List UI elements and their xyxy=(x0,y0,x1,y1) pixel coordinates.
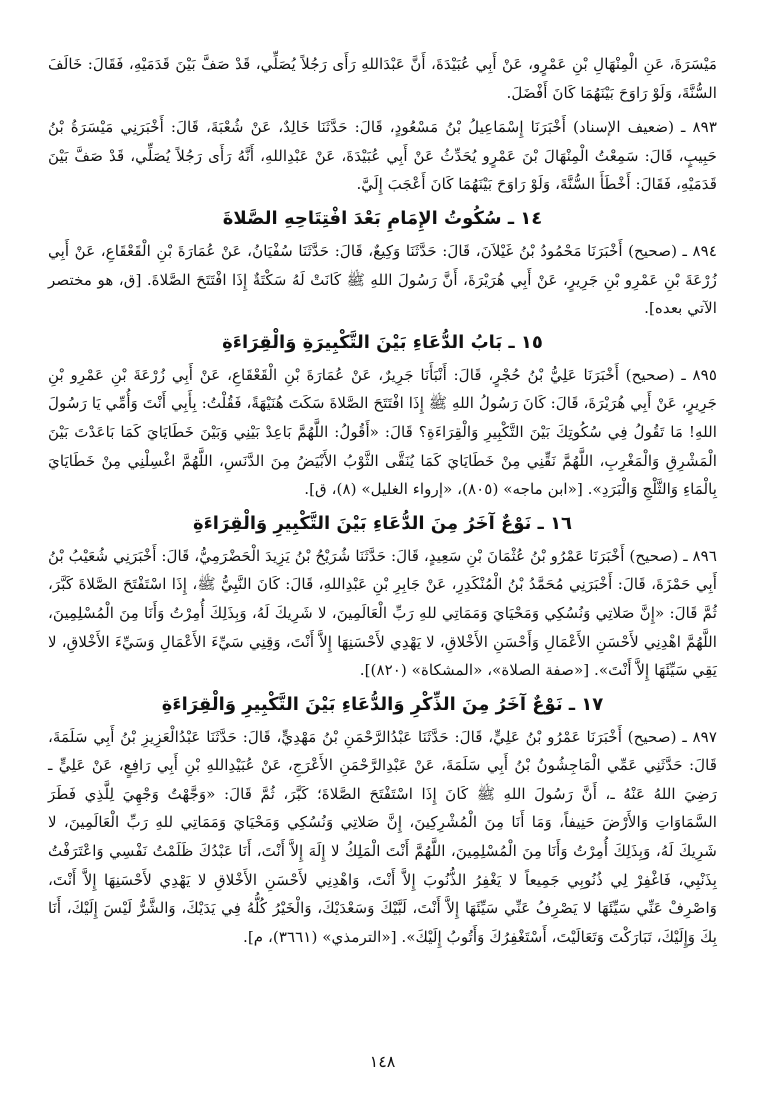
chapter-heading-17: ١٧ ـ نَوْعٌ آخَرُ مِنَ الذِّكْرِ وَالدُّعَاءِ بَيْنَ التَّكْبِيرِ وَالْقِرَاءَةِ xyxy=(161,693,604,715)
chapter-heading-16: ١٦ ـ نَوْعٌ آخَرُ مِنَ الدُّعَاءِ بَيْنَ التَّكْبِيرِ وَالْقِرَاءَةِ xyxy=(192,512,573,534)
hadith-893: ٨٩٣ ـ (ضعيف الإسناد) أَخْبَرَنَا إِسْمَاعِيلُ بْنُ مَسْعُودٍ، قَالَ: حَدَّثَنَا خَالِدٌ، عَنْ شُعْبَةَ، قَالَ: أَخْبَرَنِي مَيْسَرَةُ بْنُ حَبِيبٍ، قَالَ: سَمِعْتُ الْمِنْهَالَ بْنَ عَمْرٍو يُحَدِّثُ عَنْ أَبِي عُبَيْدَةَ، عَنْ عَبْدِاللهِ، أَنَّهُ رَأَى رَجُلاً يُصَلِّي، قَدْ صَفَّ بَيْنَ قَدَمَيْهِ، فَقَالَ: أَخْطَأَ السُّنَّةَ، وَلَوْ رَاوَحَ بَيْنَهُمَا كَانَ أَعْجَبَ إِلَيَّ. xyxy=(48,118,717,194)
chapter-heading-15: ١٥ ـ بَابُ الدُّعَاءِ بَيْنَ التَّكْبِيرَةِ وَالْقِرَاءَةِ xyxy=(222,331,543,353)
hadith-895: ٨٩٥ ـ (صحيح) أَخْبَرَنَا عَلِيُّ بْنُ حُجْرٍ، قَالَ: أَنْبَأَنَا جَرِيرٌ، عَنْ عُمَارَةَ بْنِ الْقَعْقَاعِ، عَنْ أَبِي زُرْعَةَ بْنِ عَمْرِو بْنِ جَرِيرٍ، عَنْ أَبِي هُرَيْرَةَ، قَالَ: كَانَ رَسُولُ اللهِ ﷺ إِذَا افْتَتَحَ الصَّلاةَ سَكَتَ هُنَيْهَةً، فَقُلْتُ: بِأَبِي أَنْتَ وَأُمِّي يَا رَسُولَ اللهِ! مَا تَقُولُ فِي سُكُوتِكَ بَيْنَ التَّكْبِيرِ وَالْقِرَاءَةِ؟ قَالَ: «أَقُولُ: اللَّهُمَّ بَاعِدْ بَيْنِي وَبَيْنَ خَطَايَايَ كَمَا بَاعَدْتَ بَيْنَ الْمَشْرِقِ وَالْمَغْرِبِ، اللَّهُمَّ نَقِّنِي مِنْ خَطَايَايَ كَمَا يُنَقَّى الثَّوْبُ الأَبْيَضُ مِنَ الدَّنَسِ، اللَّهُمَّ اغْسِلْنِي مِنْ خَطَايَايَ بِالْمَاءِ وَالثَّلْجِ وَالْبَرَدِ». [«ابن ماجه» (٨٠٥)، «إرواء الغليل» (٨)، ق]. xyxy=(48,365,717,499)
page-body xyxy=(48,50,717,957)
chapter-heading-14: ١٤ ـ سُكُوتُ الإِمَامِ بَعْدَ افْتِتَاحِهِ الصَّلاةَ xyxy=(222,207,543,229)
paragraph-continuation: مَيْسَرَةَ، عَنِ الْمِنْهَالِ بْنِ عَمْرٍو، عَنْ أَبِي عُبَيْدَةَ، أَنَّ عَبْدَاللهِ رَأَى رَجُلاً يُصَلِّي، قَدْ صَفَّ بَيْنَ قَدَمَيْهِ، فَقَالَ: خَالَفَ السُّنَّةَ، وَلَوْ رَاوَحَ بَيْنَهُمَا كَانَ أَفْضَلَ. xyxy=(48,55,717,102)
hadith-894: ٨٩٤ ـ (صحيح) أَخْبَرَنَا مَحْمُودُ بْنُ غَيْلاَنَ، قَالَ: حَدَّثَنَا وَكِيعٌ، قَالَ: حَدَّثَنَا سُفْيَانُ، عَنْ عُمَارَةَ بْنِ الْقَعْقَاعِ، عَنْ أَبِي زُرْعَةَ بْنِ عَمْرِو بْنِ جَرِيرٍ، عَنْ أَبِي هُرَيْرَةَ، أَنَّ رَسُولَ اللهِ ﷺ كَانَتْ لَهُ سَكْتَةٌ إِذَا افْتَتَحَ الصَّلاةَ. [ق، هو مختصر الآتي بعده]. xyxy=(48,241,717,318)
hadith-896: ٨٩٦ ـ (صحيح) أَخْبَرَنَا عَمْرُو بْنُ عُثْمَانَ بْنِ سَعِيدٍ، قَالَ: حَدَّثَنَا شُرَيْحُ بْنُ يَزِيدَ الْحَضْرَمِيُّ، قَالَ: أَخْبَرَنِي شُعَيْبُ بْنُ أَبِي حَمْزَةَ، قَالَ: أَخْبَرَنِي مُحَمَّدُ بْنُ الْمُنْكَدِرِ، عَنْ جَابِرِ بْنِ عَبْدِاللهِ، قَالَ: كَانَ النَّبِيُّ ﷺ، إِذَا اسْتَفْتَحَ الصَّلاةَ كَبَّرَ، ثُمَّ قَالَ: «إِنَّ صَلاتِي وَنُسُكِي وَمَحْيَايَ وَمَمَاتِي للهِ رَبِّ الْعَالَمِينَ، لا شَرِيكَ لَهُ، وَبِذَلِكَ أُمِرْتُ وَأَنَا مِنَ الْمُسْلِمِينَ، اللَّهُمَّ اهْدِنِي لأَحْسَنِ الأَعْمَالِ وَأَحْسَنِ الأَخْلاقِ، لا يَهْدِي لأَحْسَنِهَا إِلاَّ أَنْتَ، وَقِنِي سَيِّءَ الأَعْمَالِ وَسَيِّءَ الأَخْلاقِ، لا يَقِي سَيِّئَهَا إِلاَّ أَنْتَ». [«صفة الصلاة»، «المشكاة» (٨٢٠)]. xyxy=(48,546,717,680)
hadith-897: ٨٩٧ ـ (صحيح) أَخْبَرَنَا عَمْرُو بْنُ عَلِيٍّ، قَالَ: حَدَّثَنَا عَبْدُالرَّحْمَنِ بْنُ مَهْدِيٍّ، قَالَ: حَدَّثَنَا عَبْدُالْعَزِيزِ بْنُ أَبِي سَلَمَةَ، قَالَ: حَدَّثَنِي عَمِّي الْمَاجِشُونُ بْنُ أَبِي سَلَمَةَ، عَنْ عَبْدِالرَّحْمَنِ الأَعْرَجِ، عَنْ عُبَيْدِاللهِ بْنِ أَبِي رَافِعٍ، عَنْ عَلِيٍّ ـ رَضِيَ اللهُ عَنْهُ ـ، أَنَّ رَسُولَ اللهِ ﷺ كَانَ إِذَا اسْتَفْتَحَ الصَّلاةَ؛ كَبَّرَ، ثُمَّ قَالَ: «وَجَّهْتُ وَجْهِيَ لِلَّذِي فَطَرَ السَّمَاوَاتِ وَالأَرْضَ حَنِيفاً، وَمَا أَنَا مِنَ الْمُشْرِكِينَ، إِنَّ صَلاتِي وَنُسُكِي وَمَحْيَايَ وَمَمَاتِي للهِ رَبِّ الْعَالَمِينَ، لا شَرِيكَ لَهُ، وَبِذَلِكَ أُمِرْتُ وَأَنَا مِنَ الْمُسْلِمِينَ، اللَّهُمَّ أَنْتَ الْمَلِكُ لا إِلَهَ إِلاَّ أَنْتَ، أَنَا عَبْدُكَ ظَلَمْتُ نَفْسِي وَاعْتَرَفْتُ بِذَنْبِي، فَاغْفِرْ لِي ذُنُوبِي جَمِيعاً لا يَغْفِرُ الذُّنُوبَ إِلاَّ أَنْتَ، وَاهْدِنِي لأَحْسَنِ الأَخْلاقِ لا يَهْدِي لأَحْسَنِهَا إِلاَّ أَنْتَ، وَاصْرِفْ عَنِّي سَيِّئَهَا لا يَصْرِفُ عَنِّي سَيِّئَهَا إِلاَّ أَنْتَ، لَبَّيْكَ وَسَعْدَيْكَ، وَالْخَيْرُ كُلُّهُ فِي يَدَيْكَ، وَالشَّرُّ لَيْسَ إِلَيْكَ، أَنَا بِكَ وَإِلَيْكَ، تَبَارَكْتَ وَتَعَالَيْتَ، أَسْتَغْفِرُكَ وَأَتُوبُ إِلَيْكَ». [«الترمذي» (٣٦٦١)، م]. xyxy=(48,727,717,946)
page-number: ١٤٨ xyxy=(369,1052,396,1071)
